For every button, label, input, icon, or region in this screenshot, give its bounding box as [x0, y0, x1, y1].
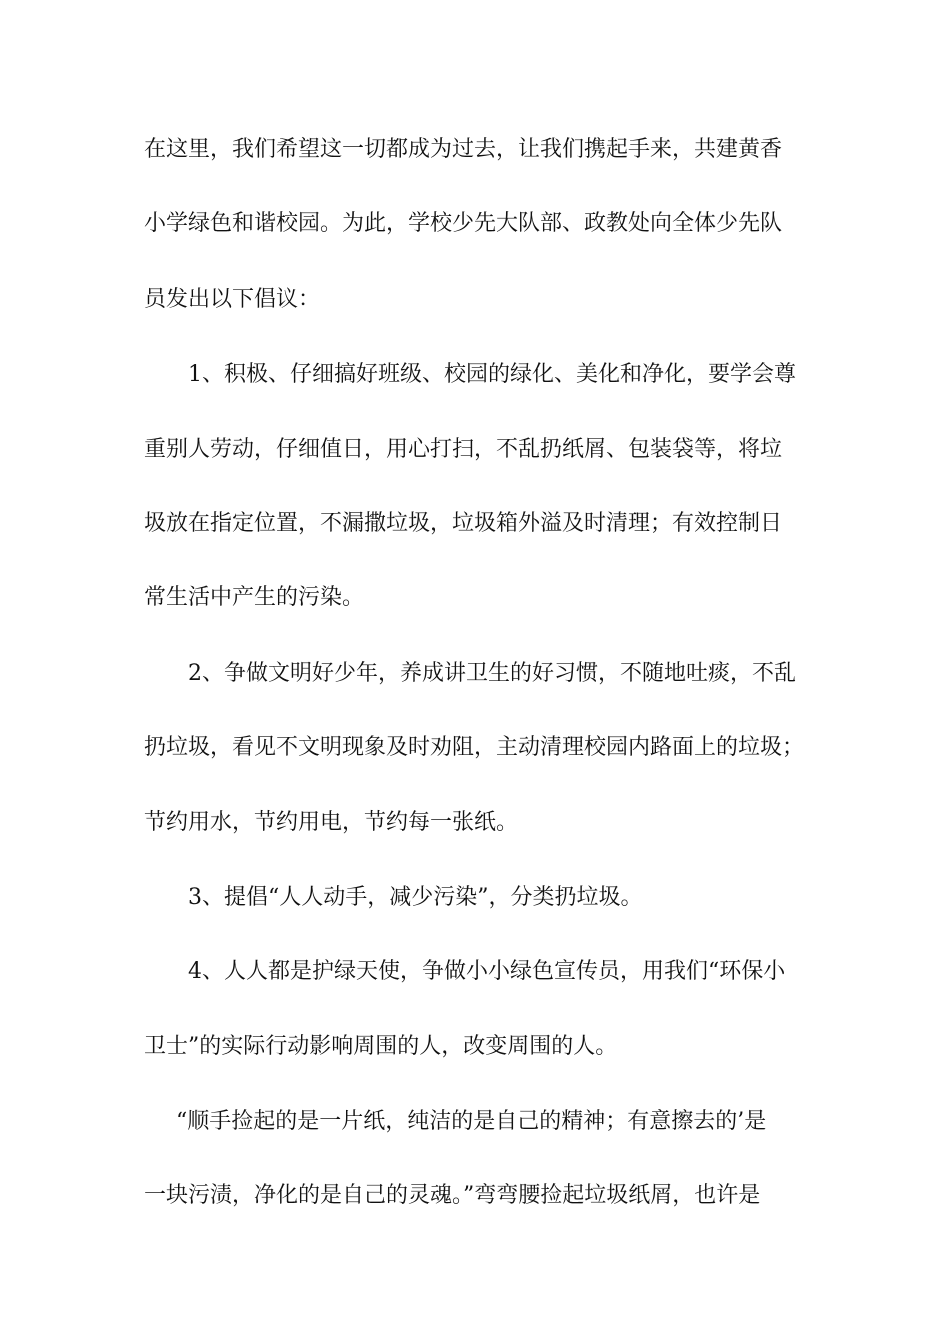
item-2-line-2: 扔垃圾，看见不文明现象及时劝阻，主动清理校园内路面上的垃圾； — [144, 735, 805, 760]
quote-line-2: 一块污渍，净化的是自己的灵魂。”弯弯腰捡起垃圾纸屑，也许是 — [144, 1183, 761, 1208]
item-4-line-1: 4、人人都是护绿天使，争做小小绿色宣传员，用我们“环保小 — [188, 959, 786, 984]
item-1-line-1: 1、积极、仔细搞好班级、校园的绿化、美化和净化，要学会尊 — [188, 362, 796, 387]
item-2-line-3: 节约用水，节约用电，节约每一张纸。 — [144, 810, 519, 835]
quote-line-1: “顺手捡起的是一片纸，纯洁的是自己的精神；有意擦去的’是 — [176, 1109, 767, 1134]
text-line-1: 在这里，我们希望这一切都成为过去，让我们携起手来，共建黄香 — [144, 137, 783, 162]
item-1-line-4: 常生活中产生的污染。 — [144, 585, 365, 610]
text-line-2: 小学绿色和谐校园。为此，学校少先大队部、政教处向全体少先队 — [144, 211, 783, 236]
item-1-line-3: 圾放在指定位置，不漏撒垃圾，垃圾箱外溢及时清理；有效控制日 — [144, 511, 783, 536]
item-4-line-2: 卫士”的实际行动影响周围的人，改变周围的人。 — [144, 1034, 618, 1059]
item-1-line-2: 重别人劳动，仔细值日，用心打扫，不乱扔纸屑、包装袋等，将垃 — [144, 437, 783, 462]
item-3-line-1: 3、提倡“人人动手，减少污染”，分类扔垃圾。 — [188, 885, 643, 910]
item-2-line-1: 2、争做文明好少年，养成讲卫生的好习惯，不随地吐痰，不乱 — [188, 661, 796, 686]
text-line-3: 员发出以下倡议： — [144, 287, 321, 312]
